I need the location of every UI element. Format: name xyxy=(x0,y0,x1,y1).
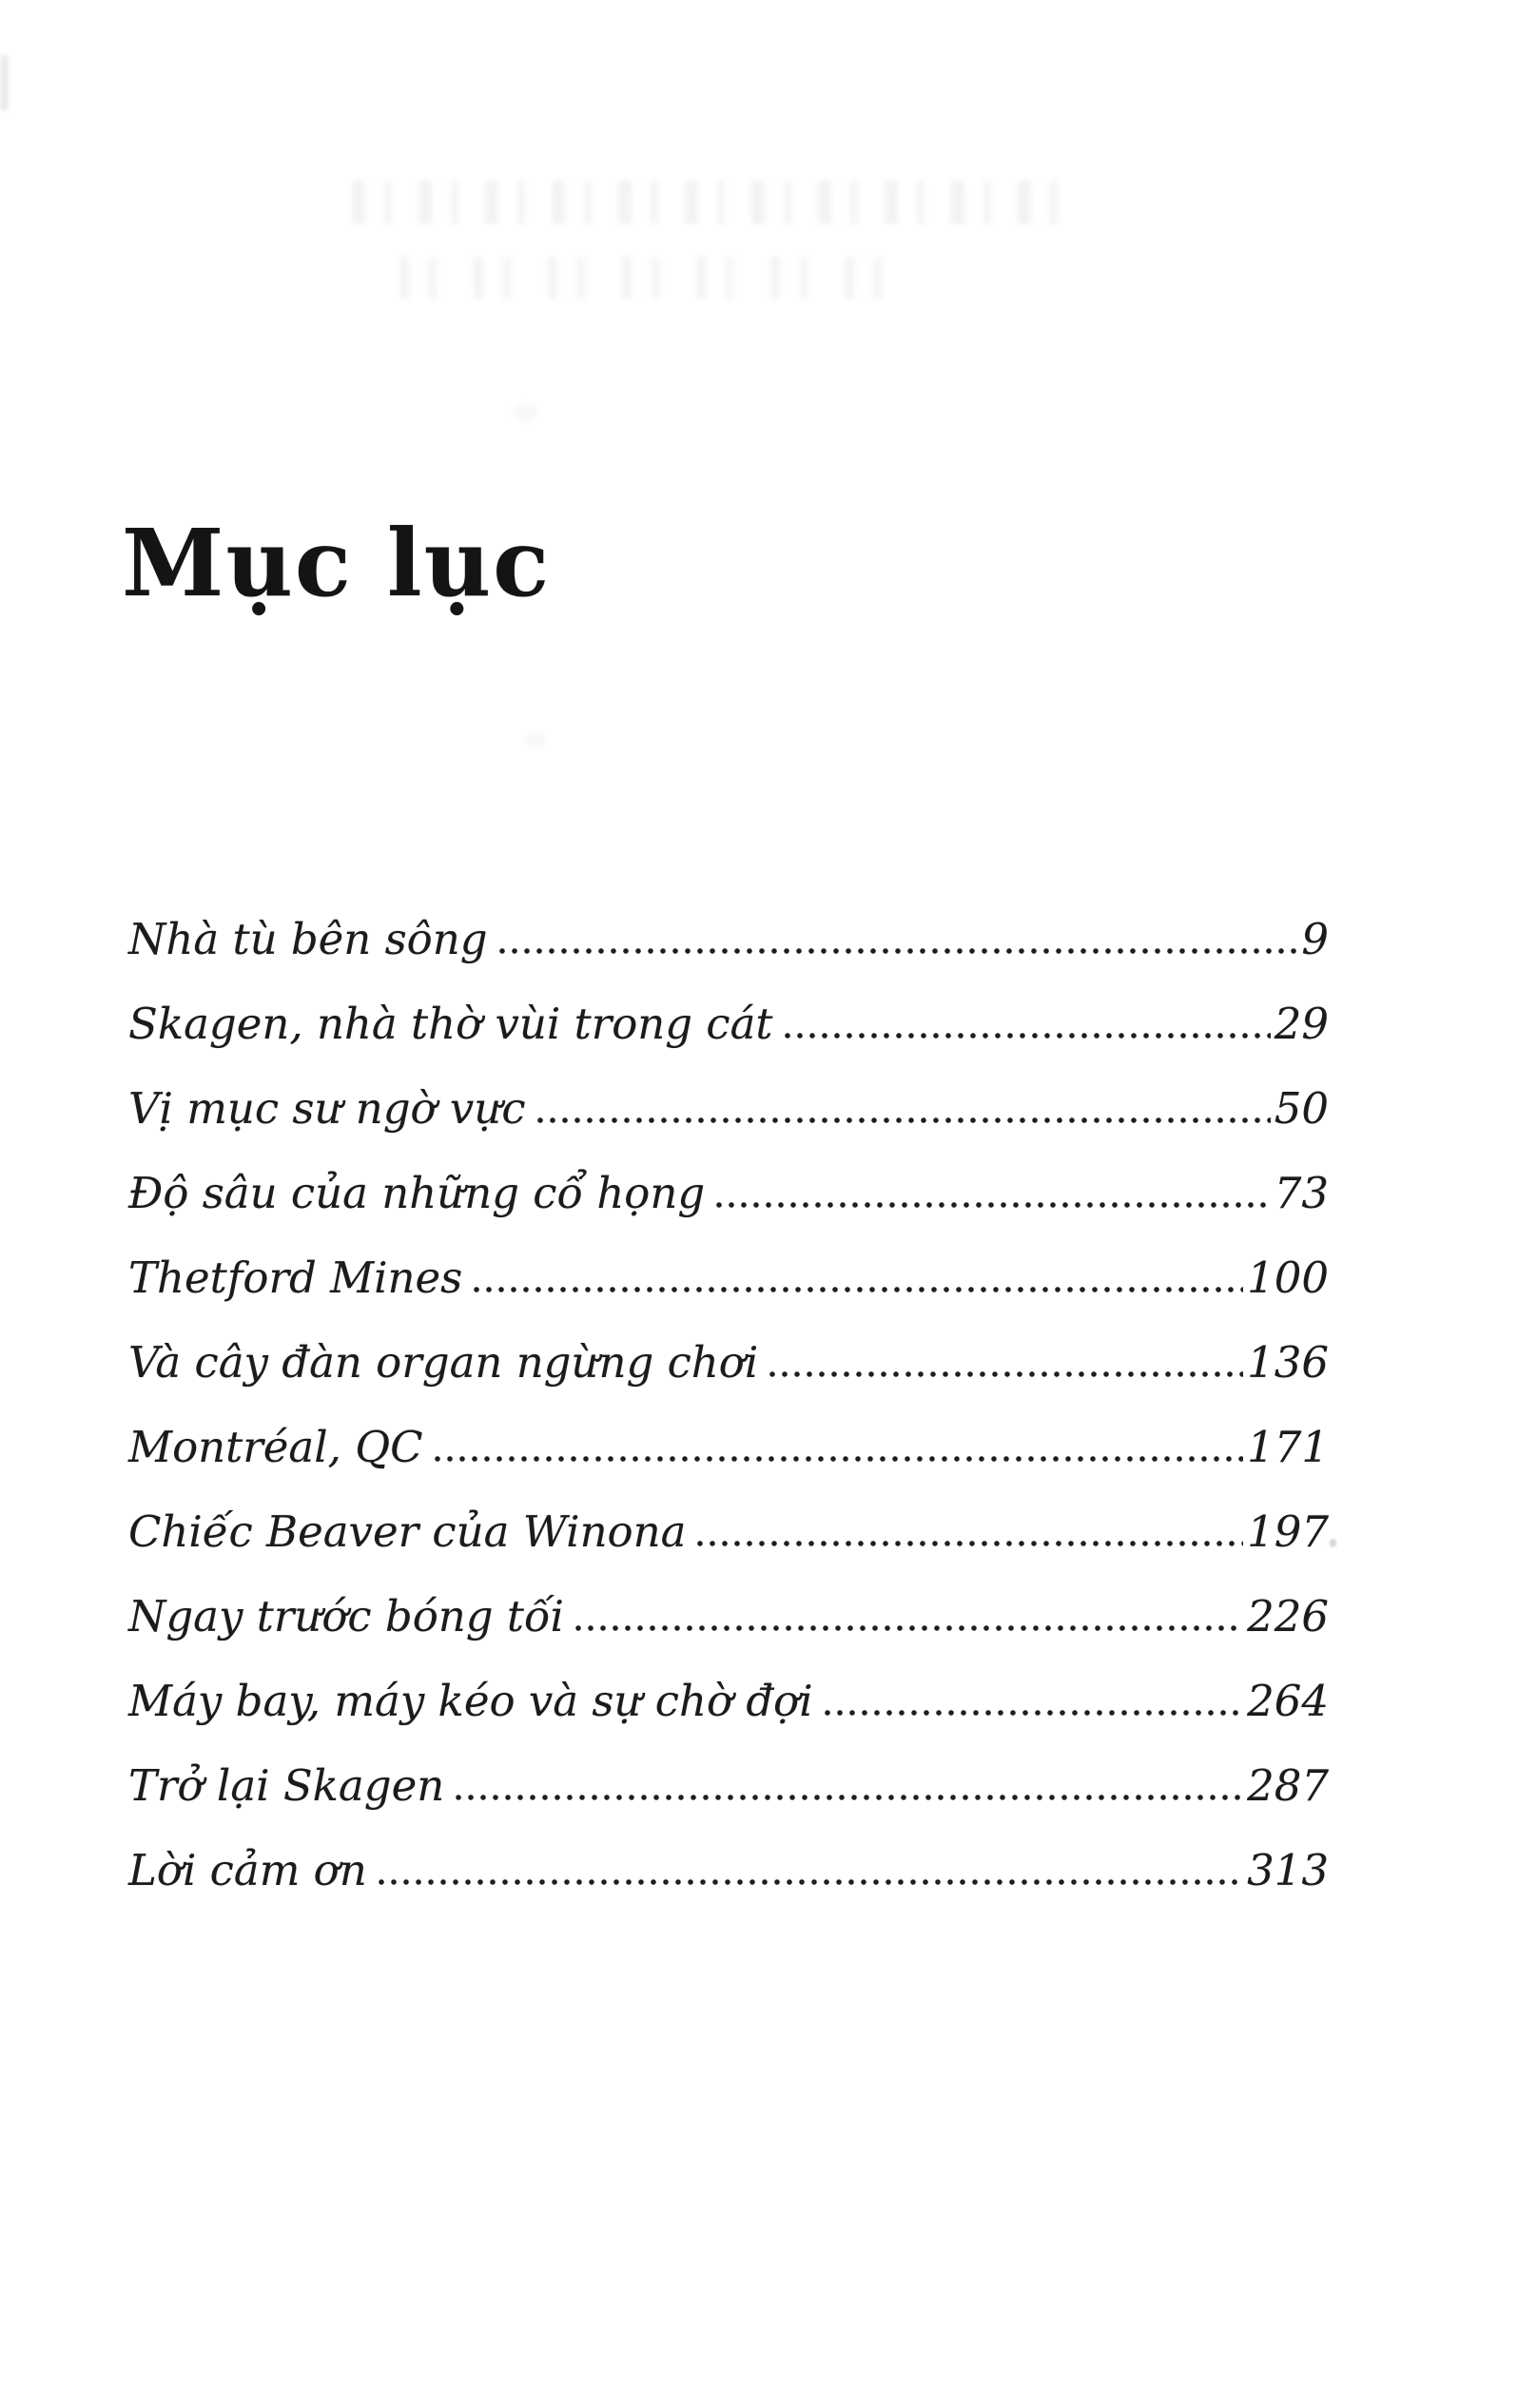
toc-entry-label: Thetford Mines xyxy=(128,1253,463,1303)
toc-entry-label: Và cây đàn organ ngừng chơi xyxy=(128,1337,759,1388)
toc-entry-page: 171 xyxy=(1247,1422,1329,1472)
toc-entry xyxy=(128,1169,1329,1218)
dot-leader xyxy=(769,1371,1243,1377)
dot-leader xyxy=(825,1710,1243,1716)
dot-leader xyxy=(456,1795,1243,1800)
toc-entry xyxy=(128,1507,1329,1557)
toc-entry xyxy=(128,1761,1329,1811)
toc-entry-label: Máy bay, máy kéo và sự chờ đợi xyxy=(128,1676,813,1726)
toc-entry-page: 100 xyxy=(1247,1253,1329,1303)
toc-entry-page: 50 xyxy=(1274,1083,1329,1134)
bleedthrough-ghost-text-line xyxy=(399,257,913,299)
page-title: Mục lục xyxy=(122,509,552,617)
toc-entry-page: 29 xyxy=(1274,999,1329,1049)
scan-edge-mark xyxy=(0,55,9,110)
toc-entry-label: Lời cảm ơn xyxy=(128,1845,367,1895)
toc-entry-label: Ngay trước bóng tối xyxy=(128,1591,564,1641)
toc-entry-label: Độ sâu của những cổ họng xyxy=(128,1168,706,1218)
scan-speck xyxy=(525,732,546,748)
toc-entry xyxy=(128,1846,1329,1895)
dot-leader xyxy=(499,948,1298,954)
dot-leader xyxy=(474,1287,1243,1292)
toc-entry xyxy=(128,1253,1329,1303)
toc-list xyxy=(128,915,1329,1931)
toc-entry-page: 226 xyxy=(1247,1591,1329,1641)
toc-entry xyxy=(128,1000,1329,1049)
toc-entry xyxy=(128,915,1329,964)
toc-entry-page: 313 xyxy=(1247,1845,1329,1895)
bleedthrough-ghost-text-line xyxy=(352,181,1075,224)
dot-leader xyxy=(697,1541,1243,1546)
dot-leader xyxy=(575,1625,1243,1631)
toc-entry-page: 197 xyxy=(1247,1506,1329,1557)
toc-entry-label: Trở lại Skagen xyxy=(128,1760,445,1811)
toc-entry xyxy=(128,1423,1329,1472)
scan-speck xyxy=(1330,1539,1336,1547)
toc-entry-label: Nhà tù bên sông xyxy=(128,914,488,964)
toc-entry xyxy=(128,1084,1329,1134)
toc-entry xyxy=(128,1338,1329,1388)
dot-leader xyxy=(537,1117,1271,1123)
toc-entry-page: 264 xyxy=(1247,1676,1329,1726)
dot-leader xyxy=(785,1033,1271,1039)
dot-leader xyxy=(379,1879,1243,1885)
dot-leader xyxy=(435,1456,1244,1462)
toc-entry xyxy=(128,1592,1329,1641)
toc-entry-label: Skagen, nhà thờ vùi trong cát xyxy=(128,999,773,1049)
toc-entry-label: Chiếc Beaver của Winona xyxy=(128,1506,687,1557)
dot-leader xyxy=(716,1202,1271,1208)
toc-entry-label: Vị mục sư ngờ vực xyxy=(128,1083,526,1134)
scan-speck xyxy=(514,404,538,421)
toc-entry-page: 9 xyxy=(1301,914,1329,964)
toc-entry-page: 73 xyxy=(1274,1168,1329,1218)
toc-entry xyxy=(128,1677,1329,1726)
toc-entry-page: 136 xyxy=(1247,1337,1329,1388)
toc-entry-page: 287 xyxy=(1247,1760,1329,1811)
toc-entry-label: Montréal, QC xyxy=(128,1422,423,1472)
